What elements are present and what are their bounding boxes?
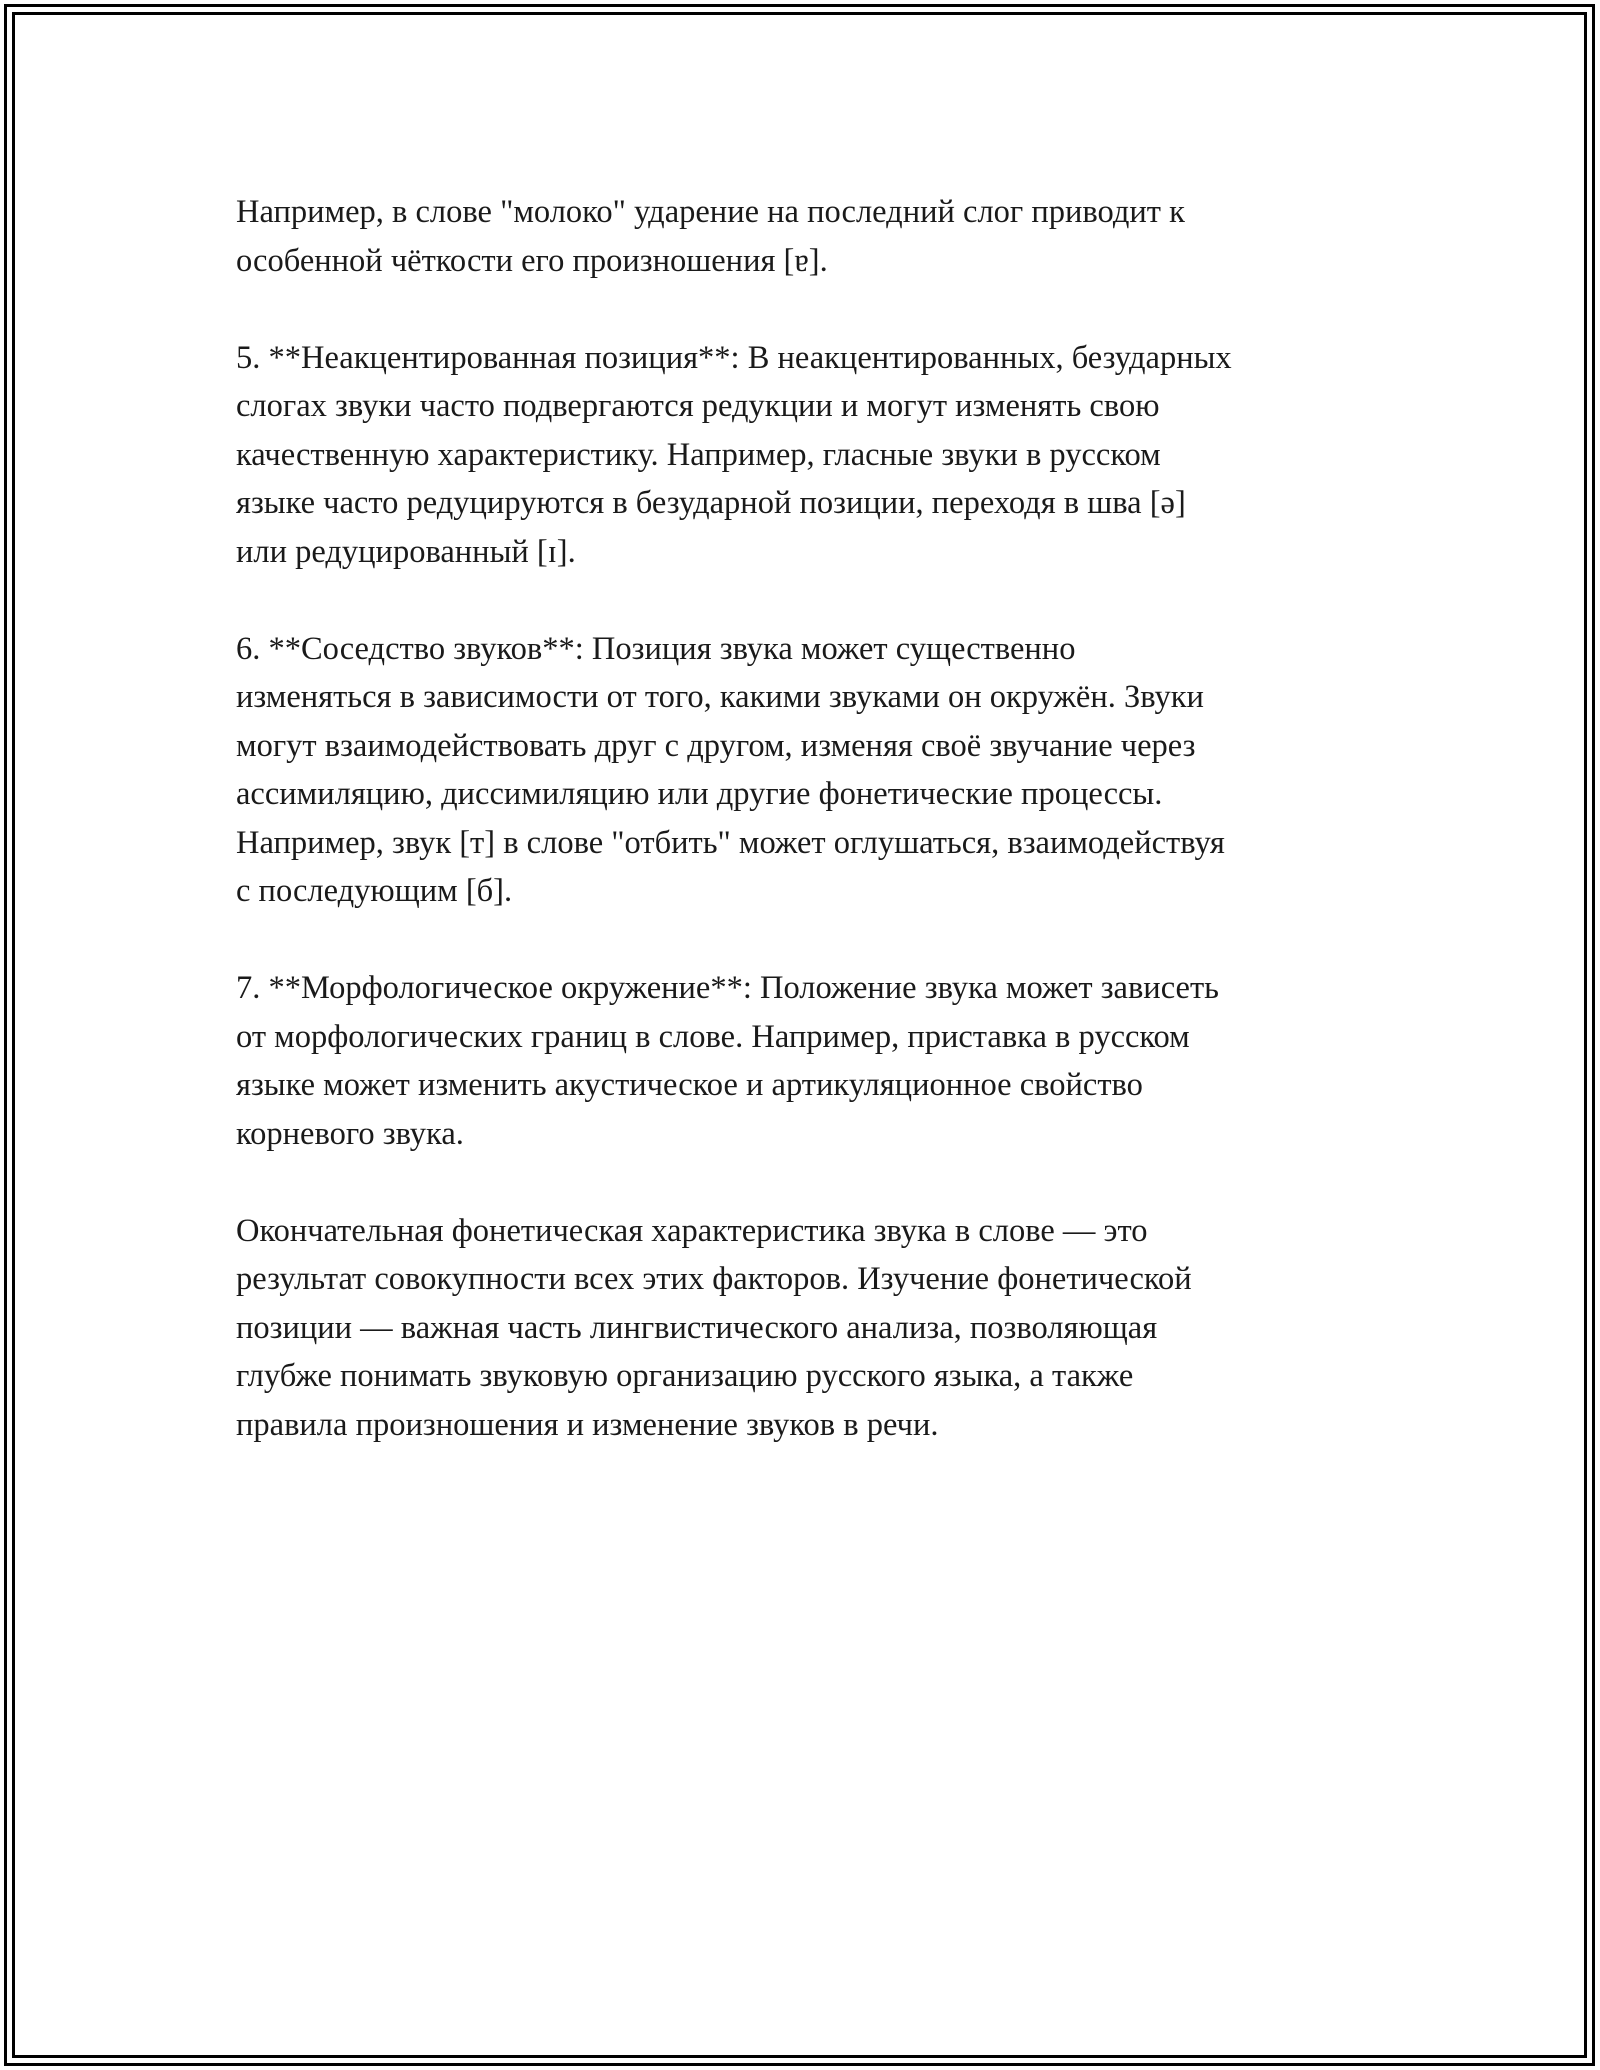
paragraph-moloko-example: Например, в слове "молоко" ударение на последний слог приводит к особенной чёткости его произношения [ɐ]. (236, 194, 1185, 279)
paragraph-conclusion: Окончательная фонетическая характеристика звука в слове — это результат совокупности всех этих факторов. Изучение фонетической позиции — важная часть лингвистического анализа, позволяющая глубже понимать звуковую организацию русского языка, а также правила произношения и изменение звуков в речи. (236, 1212, 1192, 1443)
paragraph-morphological-environment: 7. **Морфологическое окружение**: Положение звука может зависеть от морфологических границ в слове. Например, приставка в русском языке может изменить акустическое и артикуляционное свойство корневого звука. (236, 970, 1219, 1152)
document-body (236, 188, 1371, 1498)
paragraph-sound-neighborhood: 6. **Соседство звуков**: Позиция звука может существенно изменяться в зависимости от того, какими звуками он окружён. Звуки могут взаимодействовать друг с другом, изменяя своё звучание через ассимиляцию, диссимиляцию или другие фонетические процессы. Например, звук [т] в слове "отбить" может оглушаться, взаимодействуя с последующим [б]. (236, 630, 1225, 909)
paragraph-unaccented-position: 5. **Неакцентированная позиция**: В неакцентированных, безударных слогах звуки часто подвергаются редукции и могут изменять свою качественную характеристику. Например, гласные звуки в русском языке часто редуцируются в безударной позиции, переходя в шва [ə] или редуцированный [ɪ]. (236, 339, 1232, 570)
